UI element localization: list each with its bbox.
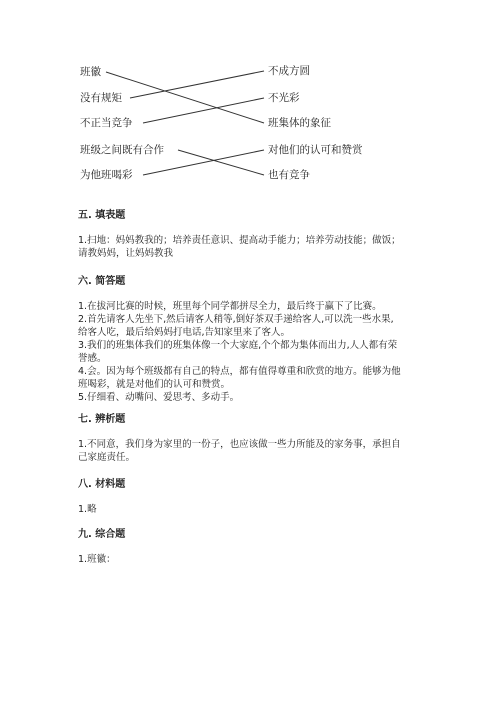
answer-line: 己家庭责任。 [78, 452, 136, 463]
section-material [78, 478, 423, 516]
section-title: 五. 填表题 [78, 210, 126, 221]
answer-line: 2.首先请客人先坐下,然后请客人稍等,倒好茶双手递给客人,可以洗一些水果, [78, 314, 394, 325]
section-fill-table [78, 209, 423, 260]
section-title: 七. 辨析题 [78, 414, 126, 425]
match-left-5: 为他班喝彩 [80, 169, 133, 181]
match-left-2: 没有规矩 [80, 92, 122, 104]
match-line-4 [178, 150, 264, 175]
answer-line: 1.略 [78, 504, 97, 515]
answer-line: 5.仔细看、动嘴问、爱思考、多动手。 [78, 392, 240, 403]
section-true-false [78, 413, 423, 464]
section-title: 六. 简答题 [78, 276, 126, 287]
answer-line: 给客人吃，最后给妈妈打电话,告知家里来了客人。 [78, 327, 291, 338]
answer-line: 1.班徽： [78, 554, 116, 565]
answer-line: 1.不同意，我们身为家里的一份子，也应该做一些力所能及的家务事，承担自 [78, 439, 401, 450]
section-title: 九. 综合题 [78, 529, 126, 540]
match-right-1: 不成方圆 [268, 65, 310, 77]
answer-line: 3.我们的班集体我们的班集体像一个大家庭,个个都为集体而出力,人人都有荣 [78, 340, 398, 351]
answer-line: 1.在拔河比赛的时候，班里每个同学都拼尽全力，最后终于赢下了比赛。 [78, 301, 382, 312]
match-left-4: 班级之间既有合作 [80, 144, 164, 156]
answer-line: 班喝彩，就是对他们的认可和赞赏。 [78, 379, 231, 390]
section-body [78, 503, 423, 516]
answer-line: 1.扫地：妈妈教我的；培养责任意识、提高动手能力；培养劳动技能；做饭； [78, 235, 401, 246]
section-body [78, 234, 423, 260]
answer-line: 4.会。因为每个班级都有自己的特点，都有值得尊重和欣赏的地方。能够为他 [78, 366, 401, 377]
section-body [78, 438, 423, 464]
match-right-5: 也有竞争 [268, 169, 310, 181]
section-short-answer [78, 275, 423, 404]
match-left-1: 班徽 [80, 66, 101, 78]
match-left-3: 不正当竞争 [80, 117, 133, 129]
answer-line: 请教妈妈，让妈妈教我 [78, 248, 174, 259]
match-line-3 [143, 98, 264, 123]
section-body [78, 553, 423, 566]
match-right-4: 对他们的认可和赞赏 [268, 144, 363, 156]
match-right-3: 班集体的象征 [268, 117, 331, 129]
section-body [78, 300, 423, 404]
matching-lines [0, 0, 500, 200]
match-right-2: 不光彩 [268, 92, 300, 104]
section-comprehensive [78, 528, 423, 566]
answer-line: 誉感。 [78, 353, 107, 364]
match-line-2 [130, 71, 264, 98]
section-title: 八. 材料题 [78, 479, 126, 490]
